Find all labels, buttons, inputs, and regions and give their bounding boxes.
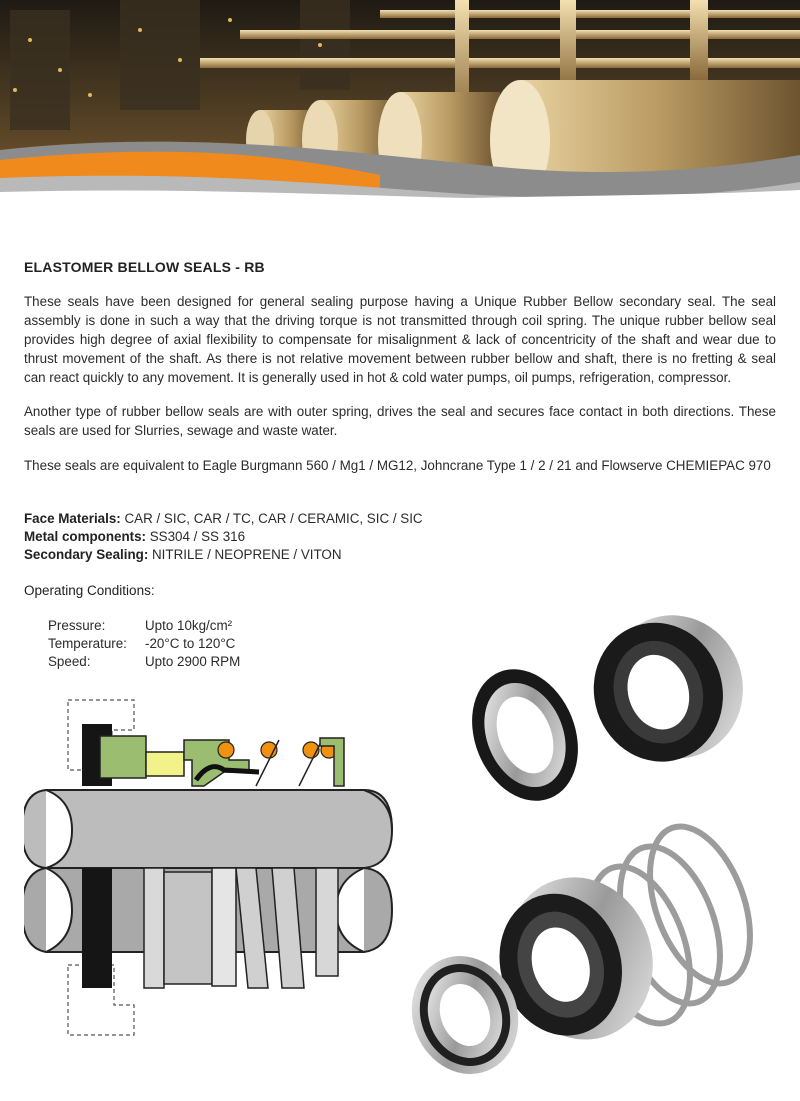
condition-value: Upto 2900 RPM [145,654,241,669]
description-paragraph-1: These seals have been designed for general sealing purpose having a Unique Rubber Bellow secondary seal. The seal assembly is done in such a way that the driving torque is not transmitted through coil spring. The unique rubber bellow seal provides high degree of axial flexibility to compensate for misalignment & lack of concentricity of the shaft and wear due to thrust movement of the shaft. As there is not relative movement between rubber bellow and shaft, there is no fretting & seal can react quickly to any movement. It is generally used in hot & cold water pumps, oil pumps, refrigeration, compressor. [24,294,776,385]
spec-value: CAR / SIC, CAR / TC, CAR / CERAMIC, SIC / SIC [124,511,423,526]
page-title: ELASTOMER BELLOW SEALS - RB [24,259,265,275]
condition-label: Pressure: [48,618,106,633]
condition-value: Upto 10kg/cm² [145,618,233,633]
spec-face-materials [24,510,423,528]
equivalents-paragraph: These seals are equivalent to Eagle Burgmann 560 / Mg1 / MG12, Johncrane Type 1 / 2 / 21 and Flowserve CHEMIEPAC 970 [24,458,771,473]
seal-product-photos [410,605,800,1101]
spec-metal-components [24,528,245,546]
spec-label: Face Materials: [24,511,121,526]
condition-label: Speed: [48,654,91,669]
spec-value: NITRILE / NEOPRENE / VITON [152,547,342,562]
spec-value: SS304 / SS 316 [149,529,246,544]
operating-conditions-heading: Operating Conditions: [24,583,155,598]
condition-value: -20°C to 120°C [145,636,236,651]
condition-label: Temperature: [48,636,127,651]
spec-label: Metal components: [24,529,147,544]
condition-temperature [48,635,235,653]
header-banner-image [0,0,800,200]
condition-speed [48,653,240,671]
spec-label: Secondary Sealing: [24,547,149,562]
spec-secondary-sealing [24,546,342,564]
description-paragraph-2: Another type of rubber bellow seals are with outer spring, drives the seal and secures face contact in both directions. These seals are used for Slurries, sewage and waste water. [24,404,776,438]
seal-cross-section-diagram [24,690,414,1040]
condition-pressure [48,617,232,635]
